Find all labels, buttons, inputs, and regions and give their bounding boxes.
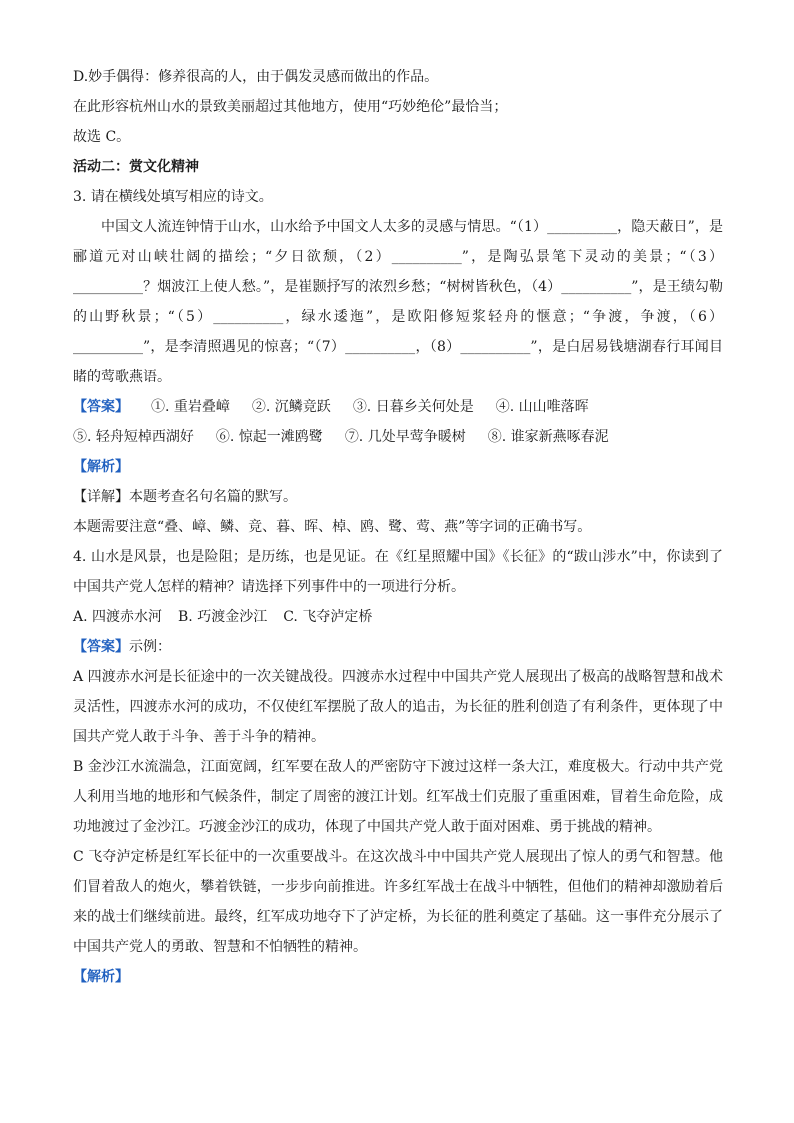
answer-item: ⑦. 几处早莺争暖树 [344,429,466,445]
answer-item: ⑤. 轻舟短棹西湖好 [73,429,194,445]
choice-conclusion: 故选 C。 [73,129,131,145]
section-heading: 活动二：赏文化精神 [73,159,199,175]
answer-item: ⑧. 谁家新燕啄春泥 [487,429,609,445]
answer-intro: 示例： [129,639,171,655]
answer-tag: 【答案】 [73,399,129,415]
answer-item: ④. 山山唯落晖 [495,399,589,415]
question-3-passage: 中国文人流连钟情于山水，山水给予中国文人太多的灵感与情思。“（1）__________，隐天蔽日”，是郦道元对山峡壮阔的描绘；“夕日欲颓，（2）__________”，是陶弘景笔下灵动的美景；“（3）__________？烟波江上使人愁。”，是崔颢抒写的浓烈乡愁；“树树皆秋色，（4）__________”，是王绩勾勒的山野秋景；“（5）__________，绿水逶迤”，是欧阳修短浆轻舟的惬意；“争渡，争渡，（6）__________”，是李清照遇见的惊喜；“（7）__________，（8）__________”，是白居易钱塘湖春行耳闻目睹的莺歌燕语。 [73,219,723,385]
answer-item: ②. 沉鳞竞跃 [251,399,331,415]
question-4-answer-header [73,632,723,662]
analysis-section [73,452,723,482]
question-3-prompt: 3. 请在横线处填写相应的诗文。 [73,189,273,205]
option-a: A. 四渡赤水河 [73,609,163,625]
answer-paragraph-c: C 飞夺泸定桥是红军长征中的一次重要战斗。在这次战斗中中国共产党人展现出了惊人的勇气和智慧。他们冒着敌人的炮火，攀着铁链，一步步向前推进。许多红军战士在战斗中牺牲，但他们的精神却激励着后来的战士们继续前进。最终，红军成功地夺下了泸定桥，为长征的胜利奠定了基础。这一事件充分展示了中国共产党人的勇敢、智慧和不怕牺牲的精神。 [73,849,723,955]
analysis-section-2 [73,962,723,992]
question-3-answers [73,392,723,452]
answer-paragraph-a: A 四渡赤水河是长征途中的一次关键战役。四渡赤水过程中中国共产党人展现出了极高的战略智慧和战术灵活性，四渡赤水河的成功，不仅使红军摆脱了敌人的追击，为长征的胜利创造了有利条件，更体现了中国共产党人敢于斗争、善于斗争的精神。 [73,669,723,745]
answer-item: ⑥. 惊起一滩鸥鹭 [215,429,323,445]
analysis-tag: 【解析】 [73,969,129,985]
detail-tag: 【详解】 [73,489,129,505]
document-page [73,62,723,992]
explanation-line: 在此形容杭州山水的景致美丽超过其他地方，使用“巧妙绝伦”最恰当； [73,99,508,115]
answer-item: ③. 日暮乡关何处是 [352,399,474,415]
question-4-prompt: 4. 山水是风景，也是险阻；是历练，也是见证。在《红星照耀中国》《长征》的“跋山涉水”中，你读到了中国共产党人怎样的精神？请选择下列事件中的一项进行分析。 [73,549,723,595]
answer-paragraph-b: B 金沙江水流湍急，江面宽阔，红军要在敌人的严密防守下渡过这样一条大江，难度极大。行动中共产党人利用当地的地形和气候条件，制定了周密的渡江计划。红军战士们克服了重重困难，冒着生命危险，成功地渡过了金沙江。巧渡金沙江的成功，体现了中国共产党人敢于面对困难、勇于挑战的精神。 [73,759,723,835]
answer-item: ①. 重岩叠嶂 [151,399,230,415]
detail-note: 本题需要注意“叠、嶂、鳞、竞、暮、晖、棹、鸥、鹭、莺、燕”等字词的正确书写。 [73,519,592,535]
detail-section [73,482,723,512]
question-4-options [73,602,723,632]
analysis-tag: 【解析】 [73,459,129,475]
option-c: C. 飞夺泸定桥 [283,609,373,625]
option-d-explanation: D.妙手偶得：修养很高的人，由于偶发灵感而做出的作品。 [73,69,439,85]
answer-tag: 【答案】 [73,639,129,655]
option-b: B. 巧渡金沙江 [178,609,268,625]
detail-text: 本题考查名句名篇的默写。 [129,489,297,505]
